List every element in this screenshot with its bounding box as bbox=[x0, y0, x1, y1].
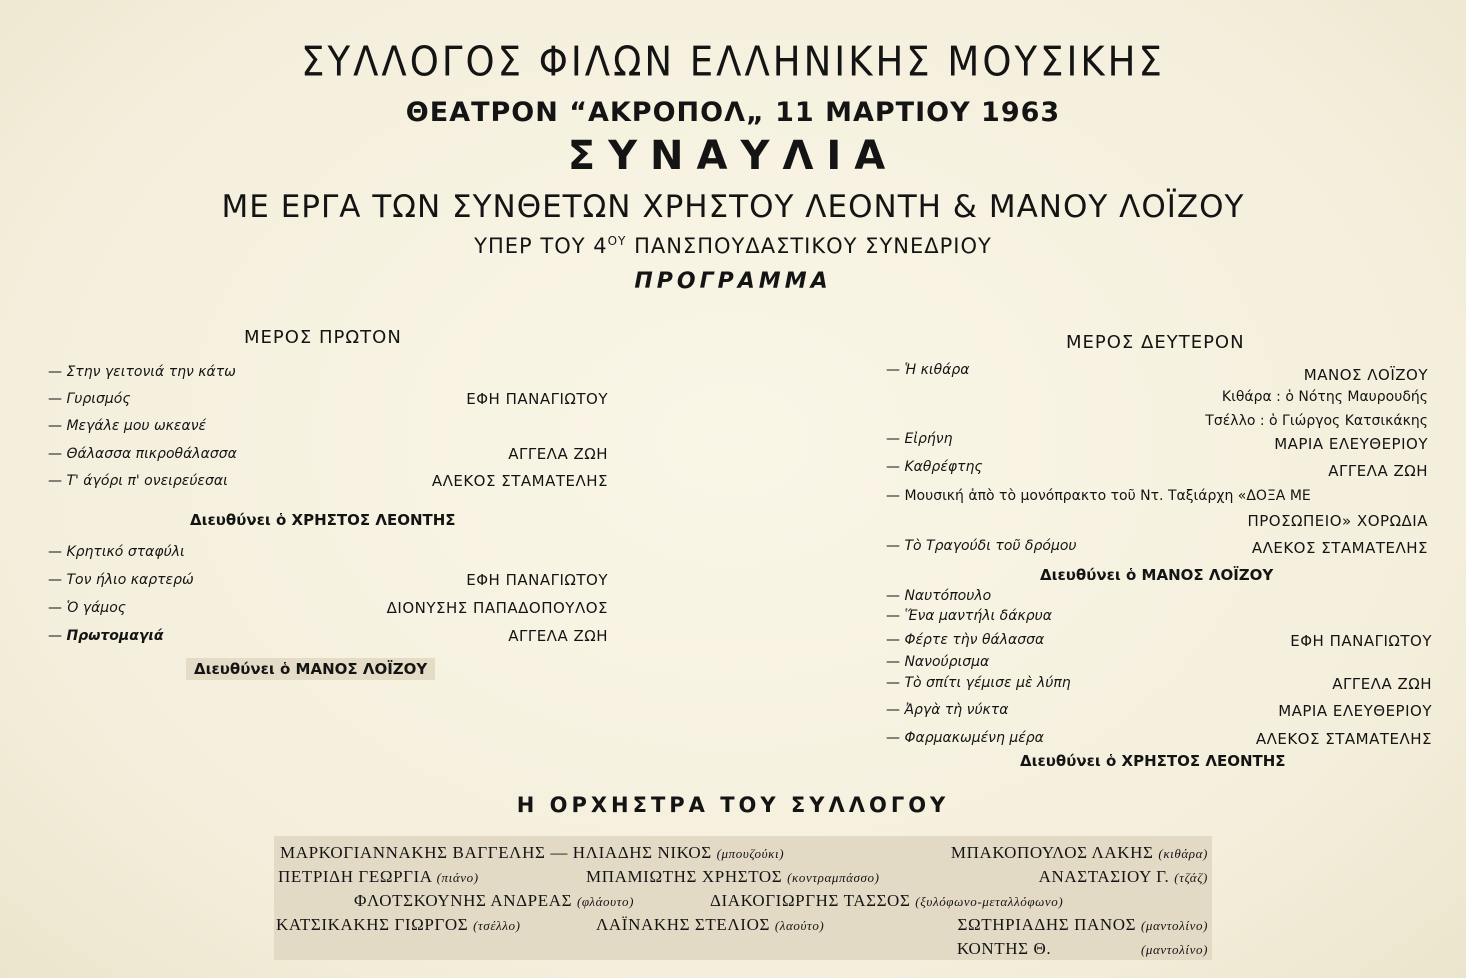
part-one-item bbox=[48, 544, 185, 560]
part-one-item bbox=[48, 391, 131, 407]
part-one-title: ΜΕΡΟΣ ΠΡΩΤΟΝ bbox=[244, 327, 402, 348]
theatre-date-line: ΘΕΑΤΡΟΝ “ΑΚΡΟΠΟΛ„ 11 ΜΑΡΤΙΟΥ 1963 bbox=[405, 97, 1061, 128]
orchestra-line bbox=[280, 843, 784, 863]
part-one-item bbox=[48, 418, 206, 434]
orchestra-line bbox=[586, 867, 880, 887]
conductor-line: Διευθύνει ὁ ΜΑΝΟΣ ΛΟΪΖΟΥ bbox=[1040, 566, 1274, 584]
song-title: Ἀργὰ τὴ νύκτα bbox=[904, 702, 1009, 718]
song-title: Φέρτε τὴν θάλασσα bbox=[904, 632, 1045, 648]
orchestra-line bbox=[710, 891, 1063, 911]
instrument: (μπουζούκι) bbox=[716, 846, 785, 861]
performer: ΕΦΗ ΠΑΝΑΓΙΩΤΟΥ bbox=[466, 390, 608, 408]
dash: — bbox=[48, 446, 62, 462]
dash: — bbox=[886, 632, 900, 648]
musician: ΜΑΡΚΟΓΙΑΝΝΑΚΗΣ ΒΑΓΓΕΛΗΣ — ΗΛΙΑΔΗΣ ΝΙΚΟΣ bbox=[280, 843, 712, 862]
part-two-item bbox=[886, 675, 1071, 691]
part-one-item bbox=[48, 600, 126, 616]
song-title: Νανούρισμα bbox=[904, 654, 990, 670]
dash: — bbox=[48, 572, 62, 588]
music-credit-performer: ΠΡΟΣΩΠΕΙΟ» ΧΟΡΩΔΙΑ bbox=[1247, 512, 1428, 530]
benefit-text-start: ΥΠΕΡ ΤΟΥ 4 bbox=[474, 234, 608, 258]
dash: — bbox=[886, 459, 900, 475]
song-title: Τον ήλιο καρτερώ bbox=[66, 572, 194, 588]
song-title: Τὸ Τραγούδι τοῦ δρόμου bbox=[904, 538, 1077, 554]
benefit-text-end: ΠΑΝΣΠΟΥΔΑΣΤΙΚΟΥ ΣΥΝΕΔΡΙΟΥ bbox=[626, 234, 992, 258]
dash: — bbox=[48, 391, 62, 407]
musician: ΜΠΑΚΟΠΟΥΛΟΣ ΛΑΚΗΣ bbox=[950, 843, 1154, 862]
song-title: Καθρέφτης bbox=[904, 459, 983, 475]
music-credit-line bbox=[886, 488, 1311, 504]
song-title: Θάλασσα πικροθάλασσα bbox=[66, 446, 237, 462]
part-two-item bbox=[886, 654, 989, 670]
dash: — bbox=[886, 730, 900, 746]
instrument: (λαούτο) bbox=[774, 918, 825, 933]
dash: — bbox=[886, 538, 900, 554]
dash: — bbox=[48, 418, 62, 434]
dash: — bbox=[886, 362, 900, 378]
conductor-line: Διευθύνει ὁ ΧΡΗΣΤΟΣ ΛΕΟΝΤΗΣ bbox=[190, 511, 456, 529]
song-title: Ἕνα μαντήλι δάκρυα bbox=[904, 608, 1052, 624]
dash: — bbox=[886, 608, 900, 624]
song-title: Ἡ κιθάρα bbox=[904, 362, 970, 378]
instrument: (τζάζ) bbox=[1174, 870, 1208, 885]
benefit-ordinal: ΟΥ bbox=[607, 234, 627, 248]
performer: ΑΓΓΕΛΑ ΖΩΗ bbox=[508, 445, 608, 463]
program-heading: ΠΡΟΓΡΑΜΜΑ bbox=[634, 269, 832, 294]
musician: ΚΑΤΣΙΚΑΚΗΣ ΓΙΩΡΓΟΣ bbox=[276, 915, 469, 934]
instrument: (μαντολίνο) bbox=[1140, 942, 1208, 957]
part-two-title: ΜΕΡΟΣ ΔΕΥΤΕΡΟΝ bbox=[1066, 332, 1245, 353]
orchestra-line bbox=[958, 915, 1208, 935]
instrument: (πιάνο) bbox=[436, 870, 479, 885]
concert-title: ΣΥΝΑΥΛΙΑ bbox=[567, 133, 899, 179]
orchestra-line bbox=[278, 867, 479, 887]
dash: — bbox=[886, 431, 900, 447]
dash: — bbox=[886, 588, 900, 604]
orchestra-line bbox=[1039, 867, 1208, 887]
performer: ΑΓΓΕΛΑ ΖΩΗ bbox=[1328, 462, 1428, 480]
musician: ΣΩΤΗΡΙΑΔΗΣ ΠΑΝΟΣ bbox=[957, 915, 1137, 934]
musician: ΦΛΟΤΣΚΟΥΝΗΣ ΑΝΔΡΕΑΣ bbox=[354, 891, 573, 910]
dash: — bbox=[48, 544, 62, 560]
song-title: Στην γειτονιά την κάτω bbox=[66, 364, 236, 380]
performer: ΔΙΟΝΥΣΗΣ ΠΑΠΑΔΟΠΟΥΛΟΣ bbox=[386, 599, 608, 617]
instrument: (μαντολίνο) bbox=[1140, 918, 1208, 933]
orchestra-line bbox=[276, 915, 521, 935]
song-title: Τὸ σπίτι γέμισε μὲ λύπη bbox=[904, 675, 1071, 691]
song-title: Εἰρήνη bbox=[904, 431, 953, 447]
instrument: (ξυλόφωνο-μεταλλόφωνο) bbox=[915, 894, 1064, 909]
part-two-item bbox=[886, 588, 991, 604]
musician: ΛΑΪΝΑΚΗΣ ΣΤΕΛΙΟΣ bbox=[596, 915, 770, 934]
performer: ΜΑΝΟΣ ΛΟΪΖΟΥ bbox=[1303, 366, 1428, 384]
orchestra-line bbox=[957, 939, 1208, 959]
musician: ΑΝΑΣΤΑΣΙΟΥ Γ. bbox=[1038, 867, 1170, 886]
performer: ΑΛΕΚΟΣ ΣΤΑΜΑΤΕΛΗΣ bbox=[1255, 730, 1432, 748]
part-one-item bbox=[48, 446, 237, 462]
song-title: Κρητικό σταφύλι bbox=[66, 544, 185, 560]
orchestra-title: Η ΟΡΧΗΣΤΡΑ ΤΟΥ ΣΥΛΛΟΓΟΥ bbox=[516, 793, 950, 817]
instrument: (τσέλλο) bbox=[473, 918, 521, 933]
music-credit-text: Μουσική ἀπὸ τὸ μονόπρακτο τοῦ Ντ. Ταξιάρχη «ΔΟΞΑ ΜΕ bbox=[904, 488, 1311, 504]
orchestra-line bbox=[951, 843, 1208, 863]
song-title: Ναυτόπουλο bbox=[904, 588, 992, 604]
musician: ΜΠΑΜΙΩΤΗΣ ΧΡΗΣΤΟΣ bbox=[586, 867, 783, 886]
song-title: Γυρισμός bbox=[66, 391, 131, 407]
dash: — bbox=[48, 600, 62, 616]
orchestra-line bbox=[354, 891, 634, 911]
dash: — bbox=[886, 488, 900, 504]
instrument: (κιθάρα) bbox=[1158, 846, 1208, 861]
dash: — bbox=[886, 675, 900, 691]
musician: ΚΟΝΤΗΣ Θ. bbox=[956, 939, 1052, 958]
performer: ΜΑΡΙΑ ΕΛΕΥΘΕΡΙΟΥ bbox=[1278, 702, 1432, 720]
part-two-item bbox=[886, 362, 970, 378]
part-two-item bbox=[886, 702, 1008, 718]
performer: ΑΛΕΚΟΣ ΣΤΑΜΑΤΕΛΗΣ bbox=[1251, 539, 1428, 557]
part-one-item bbox=[48, 572, 194, 588]
performer: ΕΦΗ ΠΑΝΑΓΙΩΤΟΥ bbox=[466, 571, 608, 589]
performer: ΑΓΓΕΛΑ ΖΩΗ bbox=[508, 627, 608, 645]
part-one-item bbox=[48, 473, 228, 489]
musician: ΔΙΑΚΟΓΙΩΡΓΗΣ ΤΑΣΣΟΣ bbox=[710, 891, 911, 910]
dash: — bbox=[48, 628, 62, 644]
performer: ΜΑΡΙΑ ΕΛΕΥΘΕΡΙΟΥ bbox=[1274, 435, 1428, 453]
dash: — bbox=[48, 364, 62, 380]
society-title: ΣΥΛΛΟΓΟΣ ΦΙΛΩΝ ΕΛΛΗΝΙΚΗΣ ΜΟΥΣΙΚΗΣ bbox=[301, 37, 1165, 86]
song-title: Πρωτομαγιά bbox=[66, 628, 164, 644]
benefit-line bbox=[0, 234, 1466, 258]
conductor-text: Διευθύνει ὁ ΜΑΝΟΣ ΛΟΪΖΟΥ bbox=[186, 658, 435, 680]
conductor-line: Διευθύνει ὁ ΧΡΗΣΤΟΣ ΛΕΟΝΤΗΣ bbox=[1020, 752, 1286, 770]
instrument: (κοντραμπάσσο) bbox=[787, 870, 880, 885]
musician: ΠΕΤΡΙΔΗ ΓΕΩΡΓΙΑ bbox=[278, 867, 432, 886]
orchestra-line bbox=[596, 915, 824, 935]
performer: ΕΦΗ ΠΑΝΑΓΙΩΤΟΥ bbox=[1290, 632, 1432, 650]
part-two-item bbox=[886, 730, 1044, 746]
song-title: Μεγάλε μου ωκεανέ bbox=[66, 418, 207, 434]
part-two-item bbox=[886, 632, 1044, 648]
dash: — bbox=[886, 654, 900, 670]
performer: ΑΓΓΕΛΑ ΖΩΗ bbox=[1332, 675, 1432, 693]
part-two-item bbox=[886, 608, 1052, 624]
part-one-item bbox=[48, 628, 163, 644]
composers-line: ΜΕ ΕΡΓΑ ΤΩΝ ΣΥΝΘΕΤΩΝ ΧΡΗΣΤΟΥ ΛΕΟΝΤΗ & ΜΑΝΟΥ ΛΟΪΖΟΥ bbox=[221, 189, 1245, 225]
part-two-item bbox=[886, 459, 983, 475]
song-title: Φαρμακωμένη μέρα bbox=[904, 730, 1044, 746]
part-two-item bbox=[886, 538, 1077, 554]
instrument: (φλάουτο) bbox=[576, 894, 635, 909]
dash: — bbox=[48, 473, 62, 489]
part-one-item bbox=[48, 364, 236, 380]
part-two-item bbox=[886, 431, 953, 447]
dash: — bbox=[886, 702, 900, 718]
guitar-note: Κιθάρα : ὁ Νότης Μαυρουδής bbox=[1221, 389, 1428, 405]
song-title: Τ' άγόρι π' ονειρεύεσαι bbox=[66, 473, 228, 489]
performer: ΑΛΕΚΟΣ ΣΤΑΜΑΤΕΛΗΣ bbox=[431, 472, 608, 490]
conductor-line bbox=[186, 660, 435, 678]
cello-note: Τσέλλο : ὁ Γιώργος Κατσικάκης bbox=[1205, 413, 1428, 429]
song-title: Ὁ γάμος bbox=[66, 600, 126, 616]
